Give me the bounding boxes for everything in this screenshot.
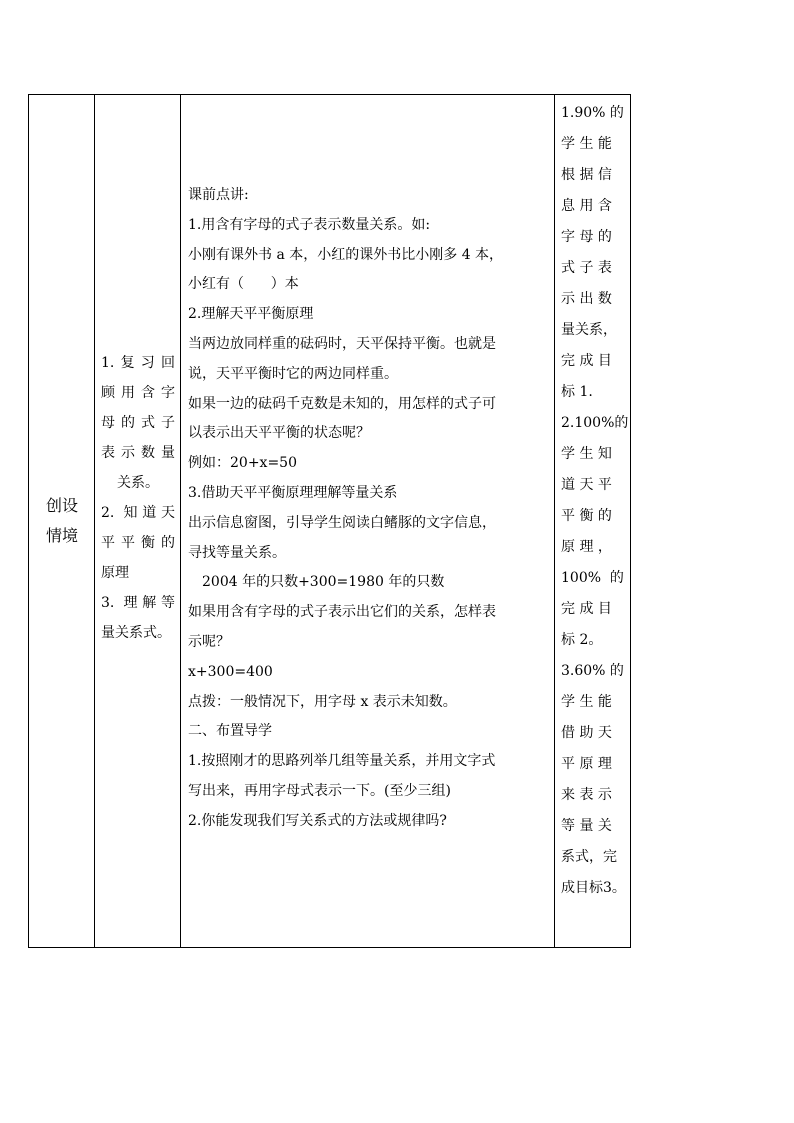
activity-line: 2004 年的只数+300=1980 年的只数 [202, 574, 445, 591]
assessment-line: 量关系， [561, 322, 617, 338]
activity-line: 小红有（ ）本 [188, 276, 299, 293]
activity-line: 当两边放同样重的砝码时，天平保持平衡。也就是 [188, 335, 496, 352]
activity-line: 说，天平平衡时它的两边同样重。 [188, 365, 398, 382]
assessment-line: 完 成 目 [561, 353, 612, 369]
activity-line: 2.理解天平平衡原理 [188, 306, 314, 323]
assessment-line: 学 生 能 [561, 136, 612, 152]
assessment-line: 1.90% 的 [561, 105, 624, 121]
activity-line: 二、布置导学 [188, 723, 272, 740]
assessment-line: 根 据 信 [561, 167, 612, 183]
assessment-line: 字 母 的 [561, 229, 612, 245]
activity-line: 课前点讲: [188, 187, 249, 203]
stage-cell [29, 95, 95, 947]
objective-line: 原理 [101, 565, 129, 581]
activity-line: 如果一边的砝码千克数是未知的，用怎样的式子可 [188, 395, 496, 412]
activity-line: 例如：20+x=50 [188, 455, 297, 472]
objective-line: 1.复习回 [101, 355, 175, 371]
objective-line: 关系。 [117, 475, 159, 491]
assessment-line: 2.100%的 [561, 415, 629, 431]
objective-line: 3. 理解等 [101, 595, 175, 611]
assessment-line: 借 助 天 [561, 725, 612, 741]
assessment-line: 系式，完 [561, 849, 617, 865]
activity-line: 以表示出天平平衡的状态呢？ [188, 425, 370, 442]
activity-line: 1.按照刚才的思路列举几组等量关系，并用文字式 [188, 753, 496, 770]
activity-line: 示呢？ [188, 633, 230, 650]
activity-line: 3.借助天平平衡原理理解等量关系 [188, 484, 398, 501]
stage-label-line: 情境 [45, 526, 78, 545]
objectives-cell [95, 95, 181, 947]
stage-label-line: 创设 [45, 496, 78, 515]
activity-line: 如果用含有字母的式子表示出它们的关系，怎样表 [188, 604, 496, 621]
assessment-line: 式 子 表 [561, 260, 612, 276]
activity-line: 寻找等量关系。 [188, 544, 286, 561]
activity-line: 点拨：一般情况下，用字母 x 表示未知数。 [188, 693, 457, 710]
assessment-line: 息 用 含 [561, 198, 612, 214]
objective-line: 顾用含字 [101, 385, 175, 401]
activity-line: 2.你能发现我们写关系式的方法或规律吗? [188, 812, 447, 829]
assessment-line: 示 出 数 [561, 291, 612, 307]
activities-cell [181, 95, 555, 947]
activity-line: 写出来，再用字母式表示一下。(至少三组) [188, 782, 451, 799]
assessment-line: 标 1. [561, 384, 593, 400]
activity-line: 小刚有课外书 a 本，小红的课外书比小刚多 4 本， [188, 246, 504, 263]
activity-line: x+300=400 [188, 663, 273, 680]
assessment-line: 来 表 示 [561, 787, 612, 803]
objective-line: 2. 知道天 [101, 505, 175, 521]
assessment-line: 原 理 ， [561, 539, 612, 555]
objective-line: 表示数量 [101, 445, 175, 461]
assessment-line: 成目标3。 [561, 880, 626, 896]
assessment-line: 学 生 知 [561, 446, 612, 462]
activity-line: 1.用含有字母的式子表示数量关系。如: [188, 216, 431, 233]
assessment-line: 3.60% 的 [561, 663, 624, 679]
assessment-line: 完 成 目 [561, 601, 612, 617]
objective-line: 量关系式。 [101, 625, 171, 641]
assessment-line: 等 量 关 [561, 818, 612, 834]
objective-line: 母的式子 [101, 415, 175, 431]
assessment-line: 100% 的 [561, 570, 624, 586]
activity-line: 出示信息窗图，引导学生阅读白鳍豚的文字信息， [188, 514, 496, 531]
assessment-line: 标 2。 [561, 632, 603, 648]
assessment-line: 道 天 平 [561, 477, 612, 493]
assessment-line: 平 原 理 [561, 756, 612, 772]
lesson-table [28, 94, 631, 948]
assessment-line: 平 衡 的 [561, 508, 612, 524]
assessment-line: 学 生 能 [561, 694, 612, 710]
assessment-cell [555, 95, 632, 947]
objective-line: 平平衡的 [101, 535, 175, 551]
